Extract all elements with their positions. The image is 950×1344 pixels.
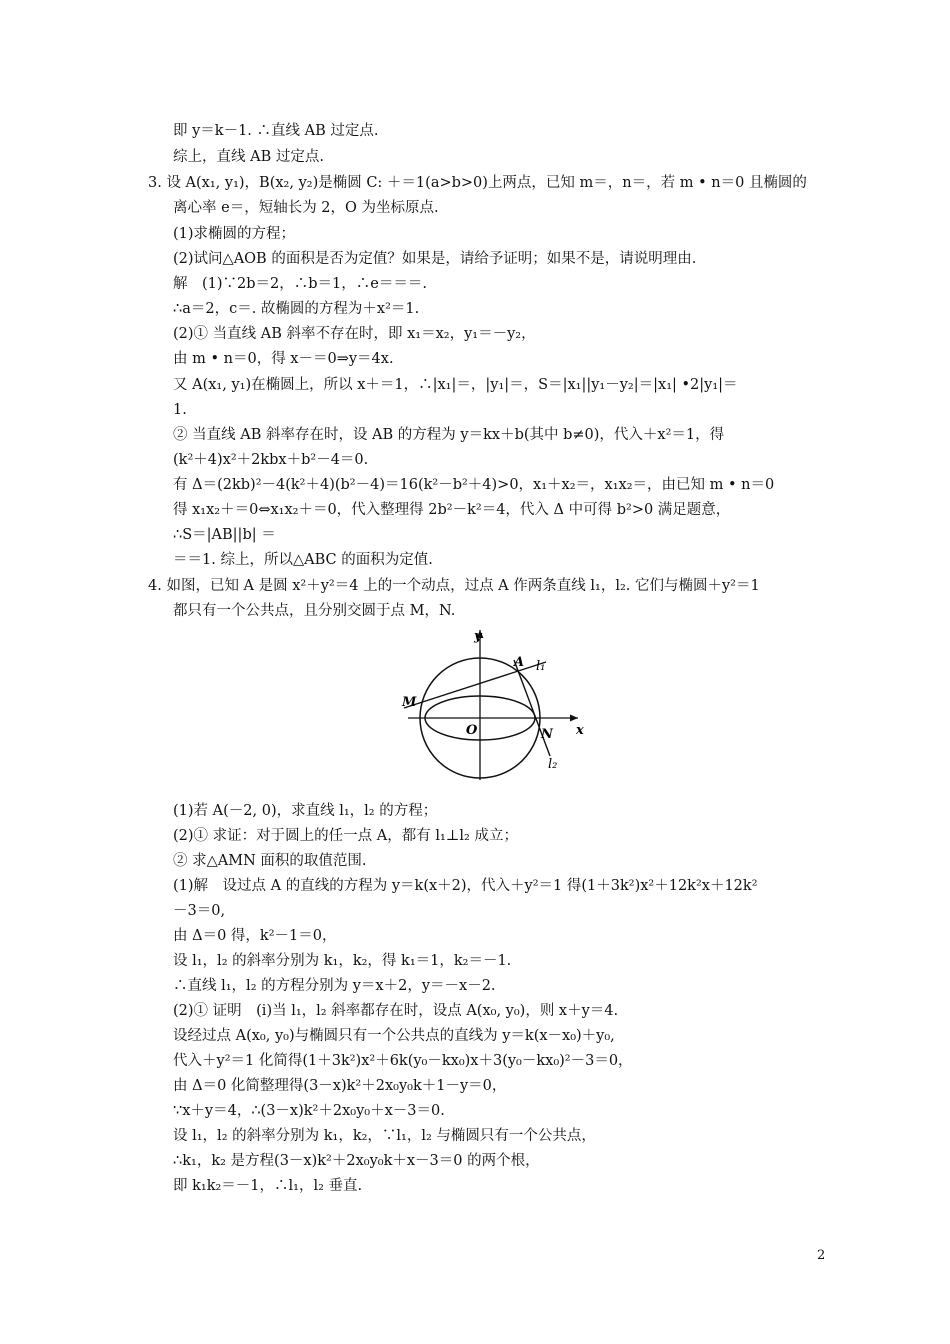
- text-line: 代入＋y²＝1 化简得(1＋3k²)x²＋6k(y₀－kx₀)x＋3(y₀－kx₀)²－3＝0，: [173, 1053, 633, 1069]
- text-line: ∴S＝|AB||b| ＝: [173, 527, 276, 543]
- text-line: 由 Δ＝0 化简整理得(3－x)k²＋2x₀y₀k＋1－y＝0，: [173, 1078, 507, 1094]
- label-l1: l₁: [536, 659, 546, 674]
- question-4: 4. 如图，已知 A 是圆 x²＋y²＝4 上的一个动点，过点 A 作两条直线 l₁，l₂. 它们与椭圆＋y²＝1: [148, 578, 760, 594]
- question-3: 3. 设 A(x₁, y₁)，B(x₂, y₂)是椭圆 C: ＋＝1(a>b>0)上两点，已知 m＝，n＝，若 m • n＝0 且椭圆的: [148, 175, 807, 191]
- label-N: N: [541, 727, 553, 742]
- text-line: 都只有一个公共点，且分别交圆于点 M，N.: [173, 603, 456, 619]
- text-line: 解 (1)∵2b＝2，∴b＝1，∴e＝＝＝.: [173, 276, 427, 292]
- text-line: 综上，直线 AB 过定点.: [173, 149, 324, 165]
- text-line: (1)若 A(－2, 0)，求直线 l₁，l₂ 的方程；: [173, 803, 438, 819]
- text-line: 即 k₁k₂＝－1，∴l₁，l₂ 垂直.: [173, 1178, 363, 1194]
- text-line: ∴k₁，k₂ 是方程(3－x)k²＋2x₀y₀k＋x－3＝0 的两个根，: [173, 1153, 540, 1169]
- text-line: (2)① 当直线 AB 斜率不存在时，即 x₁＝x₂，y₁＝－y₂，: [173, 326, 536, 342]
- page-number: 2: [817, 1248, 826, 1263]
- text-line: 即 y＝k－1. ∴直线 AB 过定点.: [173, 123, 379, 139]
- label-y: y: [474, 629, 482, 644]
- text-line: 得 x₁x₂＋＝0⇔x₁x₂＋＝0，代入整理得 2b²－k²＝4，代入 Δ 中可得 b²>0 满足题意，: [173, 502, 731, 518]
- label-M: M: [402, 695, 417, 710]
- label-x: x: [576, 723, 584, 738]
- text-line: ∴直线 l₁，l₂ 的方程分别为 y＝x＋2，y＝－x－2.: [173, 978, 496, 994]
- text-line: (1)求椭圆的方程；: [173, 226, 296, 242]
- text-line: 由 m • n＝0，得 x－＝0⇒y＝4x.: [173, 351, 394, 367]
- label-l2: l₂: [548, 757, 558, 772]
- text-line: 由 Δ＝0 得，k²－1＝0，: [173, 928, 337, 944]
- text-line: 设 l₁，l₂ 的斜率分别为 k₁，k₂，∵l₁，l₂ 与椭圆只有一个公共点，: [173, 1128, 596, 1144]
- text-line: 1.: [173, 402, 187, 418]
- text-line: －3＝0,: [173, 903, 226, 919]
- text-line: (1)解 设过点 A 的直线的方程为 y＝k(x＋2)，代入＋y²＝1 得(1＋3k²)x²＋12k²x＋12k²: [173, 878, 758, 894]
- text-line: 设 l₁，l₂ 的斜率分别为 k₁，k₂，得 k₁＝1，k₂＝－1.: [173, 953, 512, 969]
- text-line: ∵x＋y＝4，∴(3－x)k²＋2x₀y₀＋x－3＝0.: [173, 1103, 445, 1119]
- text-line: 设经过点 A(x₀, y₀)与椭圆只有一个公共点的直线为 y＝k(x－x₀)＋y₀,: [173, 1028, 615, 1044]
- text-line: 又 A(x₁, y₁)在椭圆上，所以 x＋＝1，∴|x₁|＝，|y₁|＝，S＝|x₁||y₁－y₂|＝|x₁| •2|y₁|＝: [173, 377, 738, 393]
- line-l1: [404, 662, 546, 708]
- text-line: (2)① 证明 (ⅰ)当 l₁，l₂ 斜率都存在时，设点 A(x₀, y₀)，则 x＋y＝4.: [173, 1003, 619, 1019]
- text-line: ＝＝1. 综上，所以△ABC 的面积为定值.: [173, 552, 433, 568]
- text-line: (2)试问△AOB 的面积是否为定值？如果是，请给予证明；如果不是，请说明理由.: [173, 251, 697, 267]
- circle-ellipse-figure: [400, 622, 590, 782]
- text-line: ② 求△AMN 面积的取值范围.: [173, 853, 367, 869]
- label-O: O: [466, 723, 478, 738]
- text-line: ② 当直线 AB 斜率存在时，设 AB 的方程为 y＝kx＋b(其中 b≠0)，代入＋x²＝1，得: [173, 427, 725, 443]
- x-axis-arrow: [570, 715, 578, 722]
- text-line: 有 Δ＝(2kb)²－4(k²＋4)(b²－4)＝16(k²－b²＋4)>0，x₁＋x₂＝，x₁x₂＝，由已知 m • n＝0: [173, 477, 775, 493]
- text-line: ∴a＝2，c＝. 故椭圆的方程为＋x²＝1.: [173, 301, 420, 317]
- label-A: A: [514, 655, 525, 670]
- text-line: (k²＋4)x²＋2kbx＋b²－4＝0.: [173, 452, 369, 468]
- text-line: (2)① 求证：对于圆上的任一点 A，都有 l₁⊥l₂ 成立；: [173, 828, 518, 844]
- text-line: 离心率 e＝，短轴长为 2，O 为坐标原点.: [173, 200, 439, 216]
